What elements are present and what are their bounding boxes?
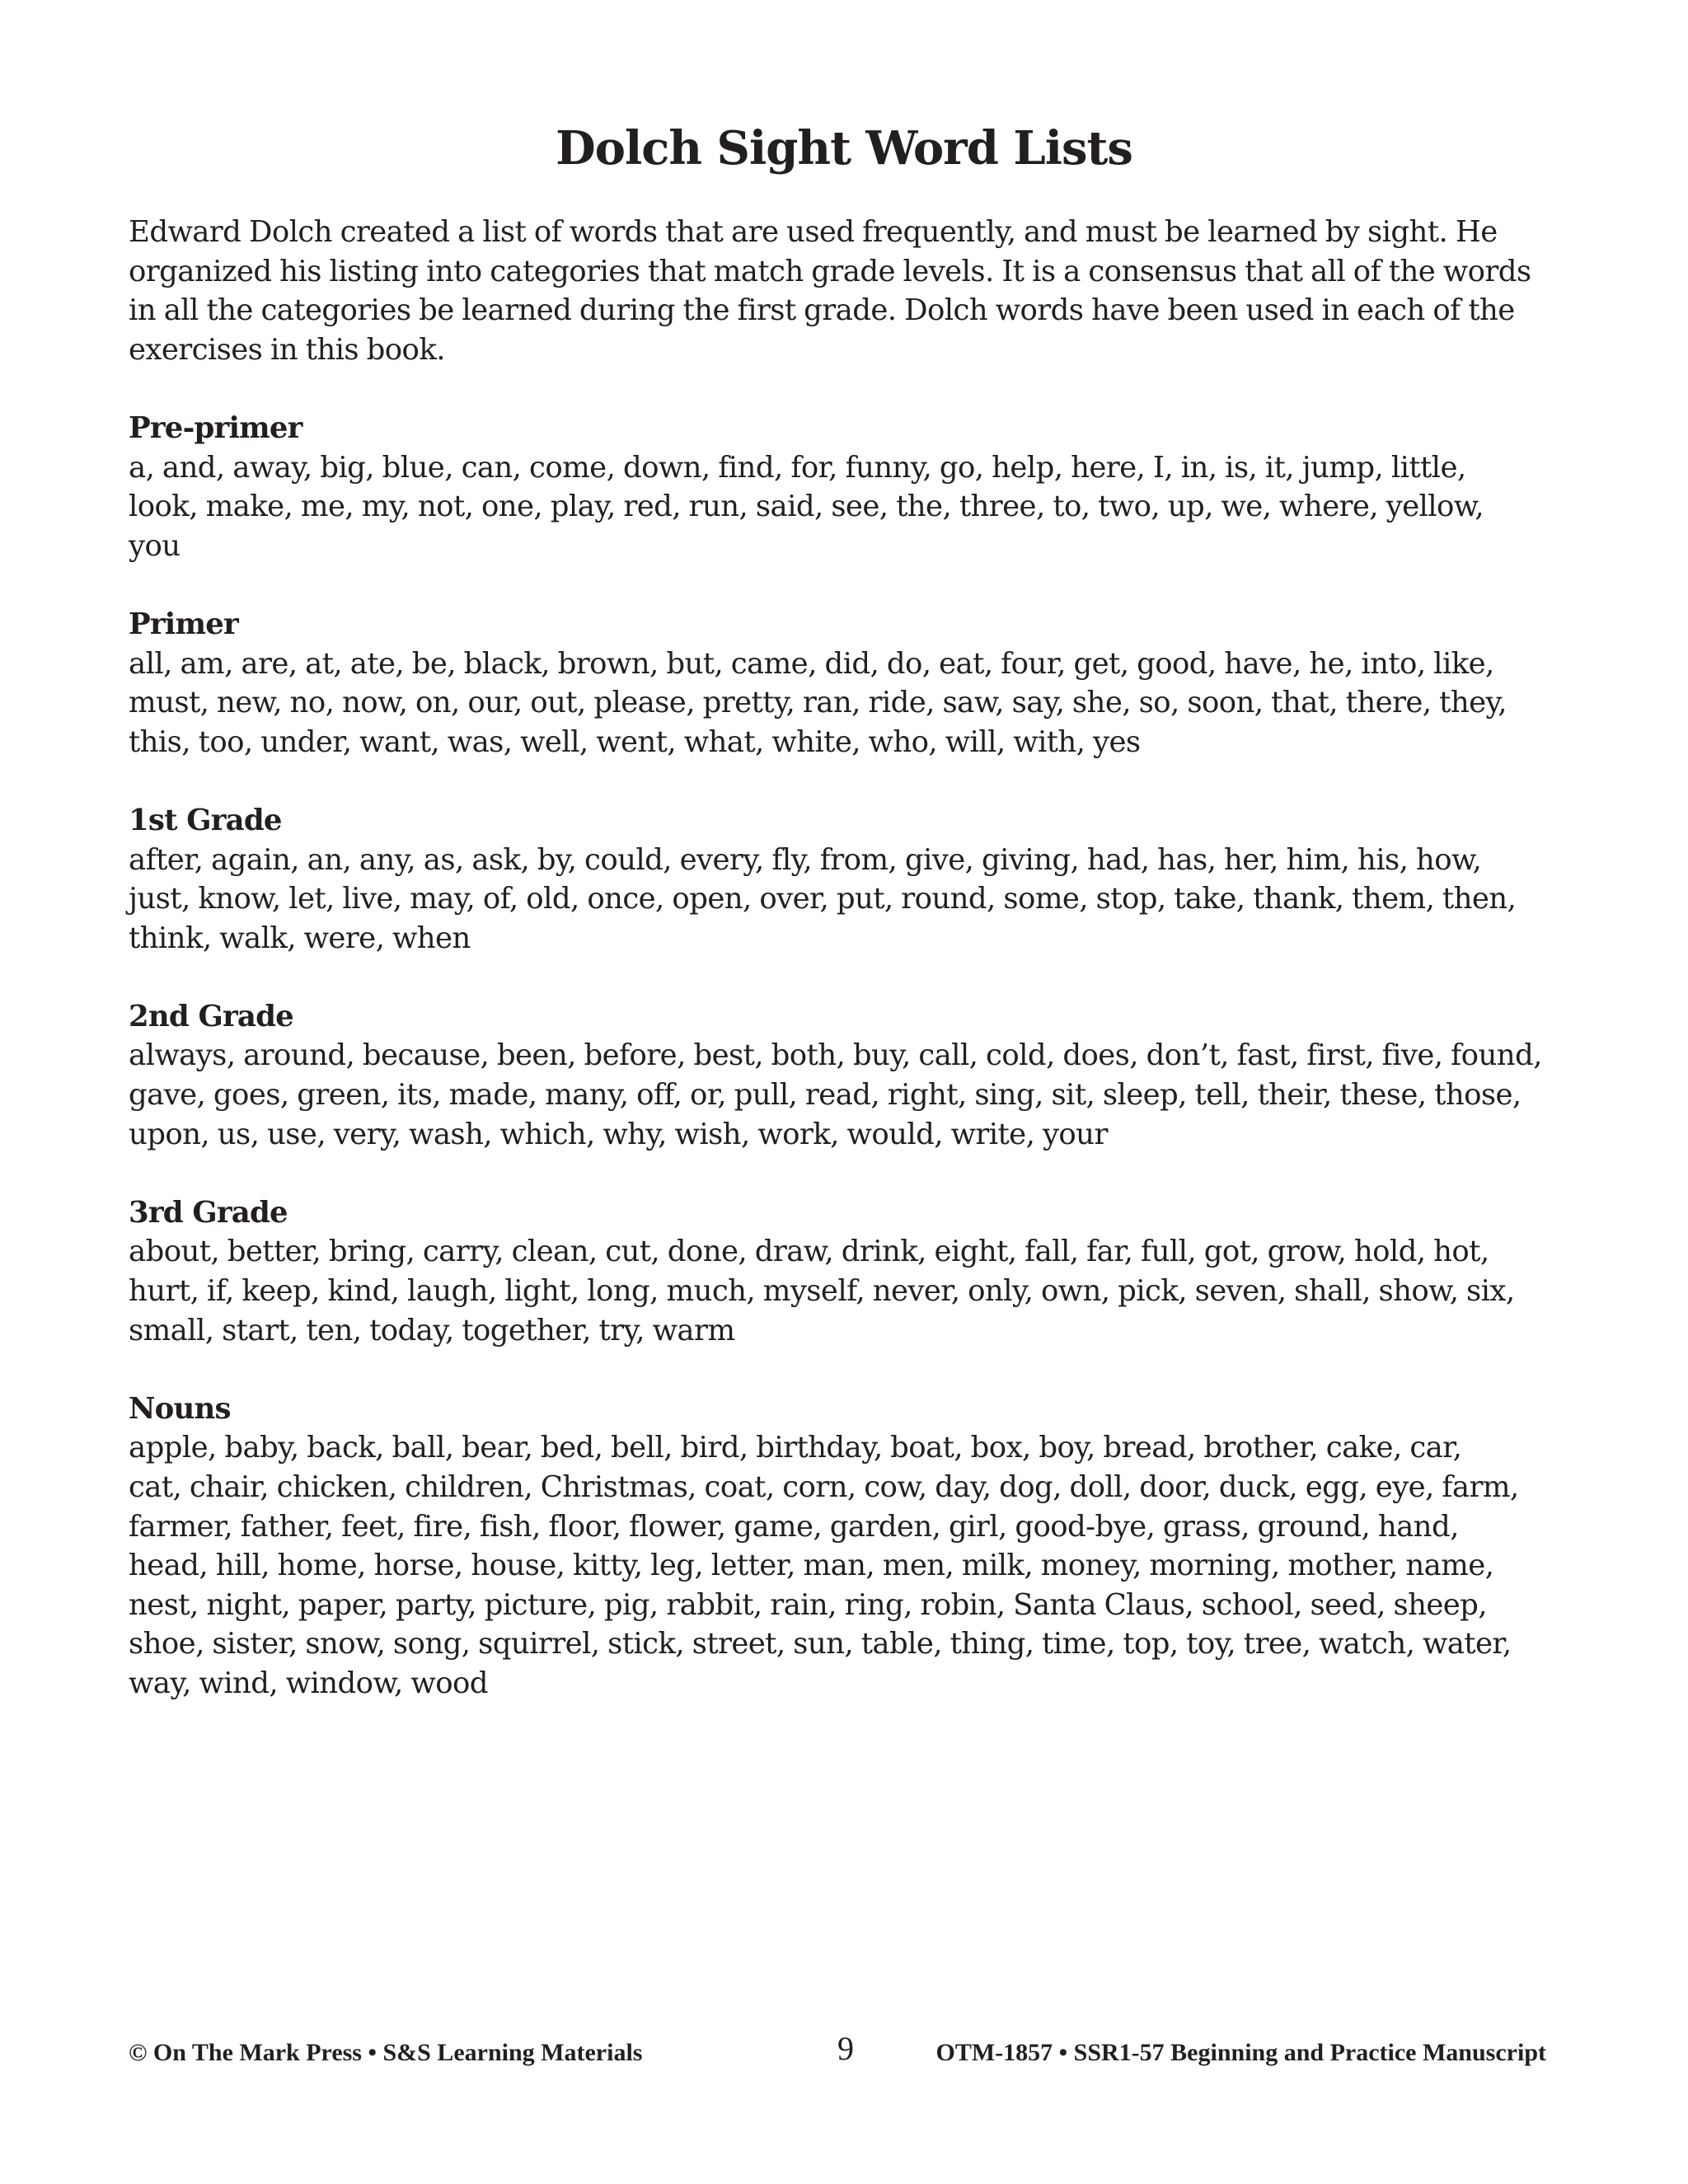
word-list-line: farmer, father, feet, fire, fish, floor, flower, game, garden, girl, good-bye, grass, ground, hand, xyxy=(129,1509,1459,1544)
word-list-line: cat, chair, chicken, children, Christmas, coat, corn, cow, day, dog, doll, door, duck, egg, eye, farm, xyxy=(129,1470,1519,1504)
footer-copyright: © On The Mark Press • S&S Learning Materials xyxy=(129,2039,643,2066)
word-list-line: hurt, if, keep, kind, laugh, light, long, much, myself, never, only, own, pick, seven, shall, show, six, xyxy=(129,1274,1515,1309)
section-heading: Pre-primer xyxy=(129,410,302,445)
word-list-line: always, around, because, been, before, best, both, buy, call, cold, does, don’t, fast, first, five, found, xyxy=(129,1038,1542,1073)
section-heading: Primer xyxy=(129,607,238,641)
intro-paragraph xyxy=(129,213,1563,369)
page-number: 9 xyxy=(837,2030,854,2067)
word-list-line: a, and, away, big, blue, can, come, down, find, for, funny, go, help, here, I, in, is, it, jump, little, xyxy=(129,450,1466,485)
word-list-line: this, too, under, want, was, well, went, what, white, who, will, with, yes xyxy=(129,724,1141,759)
section-1st-grade xyxy=(129,801,1563,958)
page-footer xyxy=(129,2029,1546,2070)
intro-line: Edward Dolch created a list of words that are used frequently, and must be learned by sight. He xyxy=(129,215,1498,249)
word-list-line: way, wind, window, wood xyxy=(129,1666,488,1700)
section-heading: 2nd Grade xyxy=(129,999,293,1033)
word-list-line: nest, night, paper, party, picture, pig, rabbit, rain, ring, robin, Santa Claus, school, seed, sheep, xyxy=(129,1587,1487,1622)
word-list-line: about, better, bring, carry, clean, cut, done, draw, drink, eight, fall, far, full, got, grow, hold, hot, xyxy=(129,1235,1489,1269)
section-nouns xyxy=(129,1390,1563,1704)
intro-line: organized his listing into categories that match grade levels. It is a consensus that all of the words xyxy=(129,254,1531,288)
intro-line: in all the categories be learned during the first grade. Dolch words have been used in each of the xyxy=(129,293,1515,328)
word-list-line: gave, goes, green, its, made, many, off, or, pull, read, right, sing, sit, sleep, tell, their, these, those, xyxy=(129,1078,1522,1113)
word-list-line: just, know, let, live, may, of, old, once, open, over, put, round, some, stop, take, thank, them, then, xyxy=(129,882,1517,916)
footer-product-code: OTM-1857 • SSR1-57 Beginning and Practice Manuscript xyxy=(935,2039,1546,2066)
section-primer xyxy=(129,605,1563,762)
intro-line: exercises in this book. xyxy=(129,332,445,367)
section-heading: Nouns xyxy=(129,1391,231,1426)
word-list-line: small, start, ten, today, together, try, warm xyxy=(129,1313,735,1347)
word-list-line: after, again, an, any, as, ask, by, could, every, fly, from, give, giving, had, has, her, him, his, how, xyxy=(129,842,1482,877)
word-list-line: all, am, are, at, ate, be, black, brown, but, came, did, do, eat, four, get, good, have, he, into, like, xyxy=(129,646,1494,681)
section-heading: 1st Grade xyxy=(129,803,282,837)
word-list-line: shoe, sister, snow, song, squirrel, stick, street, sun, table, thing, time, top, toy, tree, watch, water, xyxy=(129,1627,1512,1661)
section-heading: 3rd Grade xyxy=(129,1195,288,1230)
section-pre-primer xyxy=(129,409,1563,565)
word-list-line: head, hill, home, horse, house, kitty, leg, letter, man, men, milk, money, morning, mother, name, xyxy=(129,1549,1494,1583)
page-title: Dolch Sight Word Lists xyxy=(556,121,1132,176)
word-list-line: look, make, me, my, not, one, play, red, run, said, see, the, three, to, two, up, we, where, yellow, xyxy=(129,490,1484,524)
word-list-line: apple, baby, back, ball, bear, bed, bell, bird, birthday, boat, box, boy, bread, brother, cake, car, xyxy=(129,1431,1462,1465)
word-list-line: upon, us, use, very, wash, which, why, wish, work, would, write, your xyxy=(129,1117,1108,1151)
page-content xyxy=(129,213,1563,1742)
word-list-line: think, walk, were, when xyxy=(129,921,471,955)
word-list-line: must, new, no, now, on, our, out, please, pretty, ran, ride, saw, say, she, so, soon, that, there, they, xyxy=(129,686,1507,720)
word-list-line: you xyxy=(129,528,181,563)
section-3rd-grade xyxy=(129,1193,1563,1350)
section-2nd-grade xyxy=(129,997,1563,1154)
